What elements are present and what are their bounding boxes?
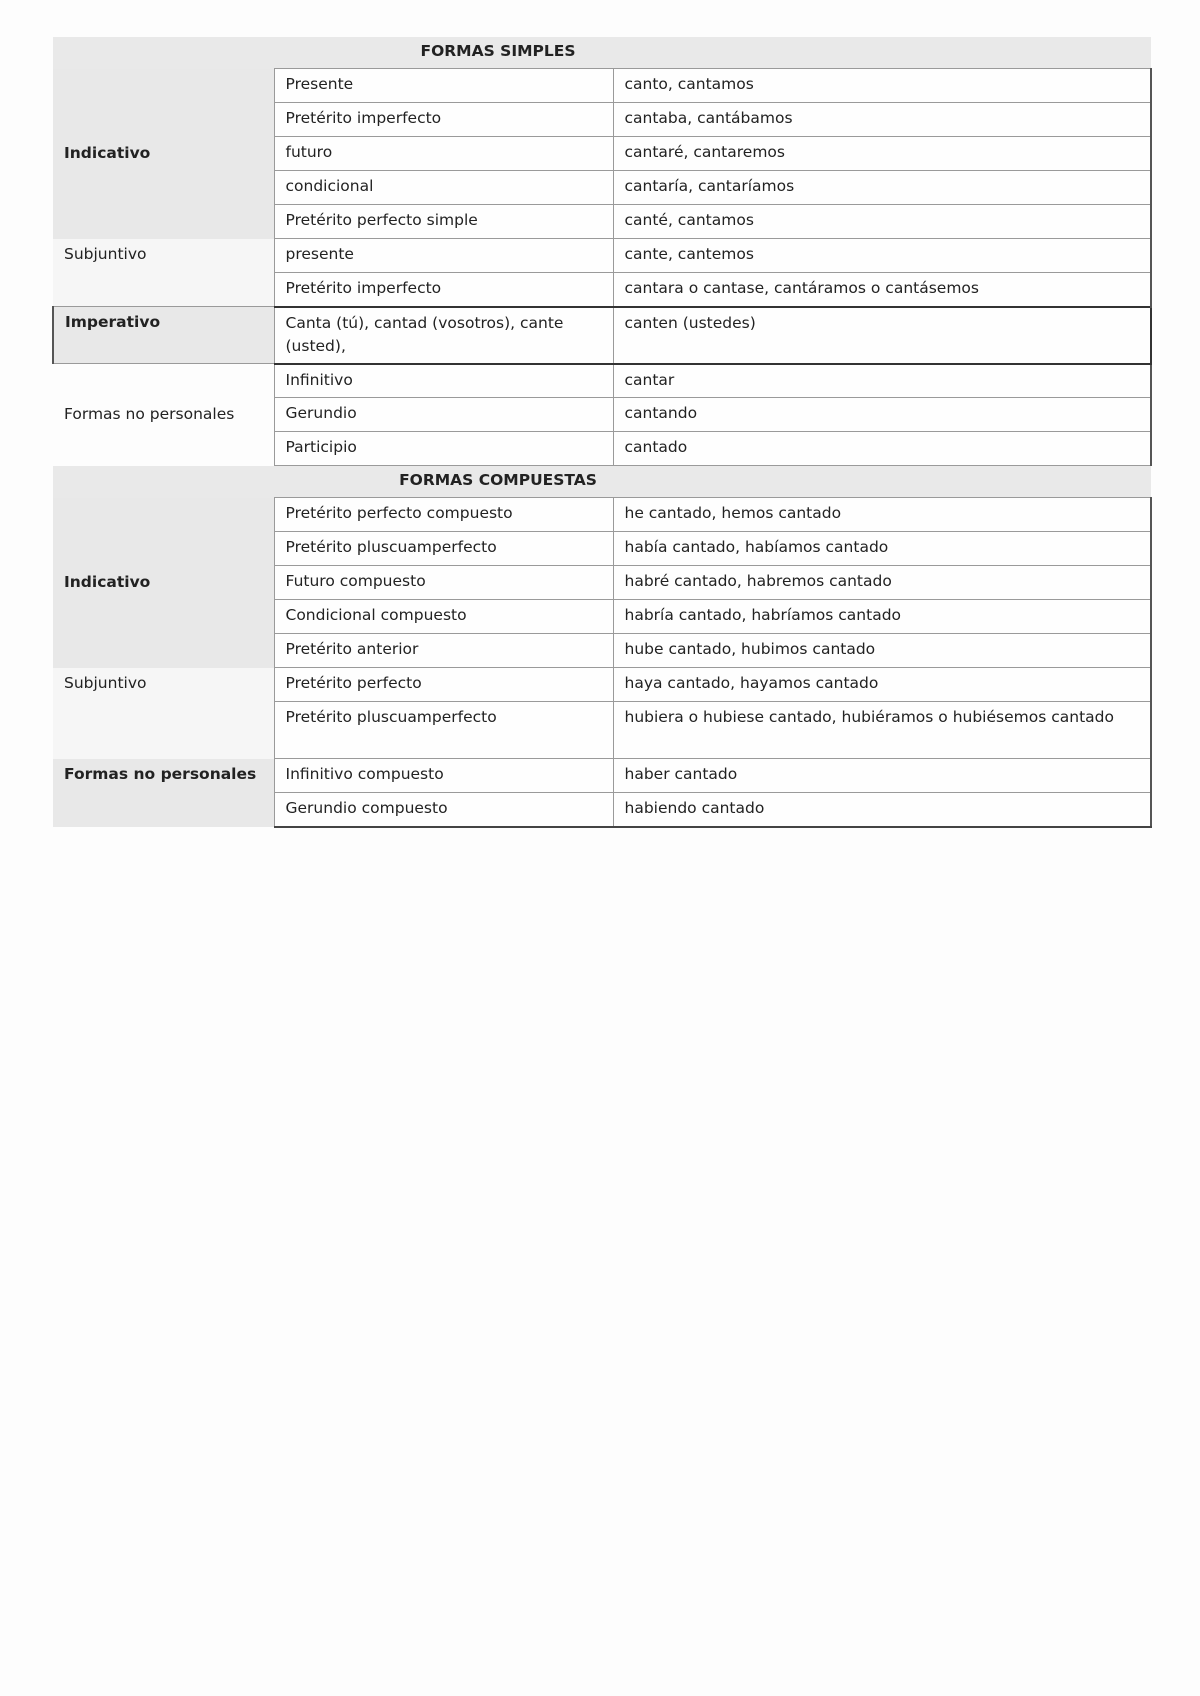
example-cell: he cantado, hemos cantado — [613, 498, 1151, 532]
tense-cell: Condicional compuesto — [274, 600, 613, 634]
example-cell: canto, cantamos — [613, 69, 1151, 103]
example-cell: cantado — [613, 432, 1151, 466]
example-cell: habiendo cantado — [613, 793, 1151, 827]
conjugation-document — [52, 37, 1150, 828]
section-title: FORMAS COMPUESTAS — [399, 471, 597, 489]
table-row — [53, 273, 1151, 307]
example-cell: cantar — [613, 364, 1151, 398]
example-cell: cantaría, cantaríamos — [613, 171, 1151, 205]
tense-cell: Pretérito imperfecto — [274, 273, 613, 307]
table-row — [53, 69, 1151, 103]
category-cell-empty — [53, 273, 274, 307]
tense-cell: Pretérito pluscuamperfecto — [274, 532, 613, 566]
category-cell-indicativo: Indicativo — [53, 69, 274, 239]
example-cell: habré cantado, habremos cantado — [613, 566, 1151, 600]
example-cell: haber cantado — [613, 759, 1151, 793]
example-cell: canté, cantamos — [613, 205, 1151, 239]
example-cell: cantaré, cantaremos — [613, 137, 1151, 171]
category-cell-formas-no-personales: Formas no personales — [53, 364, 274, 466]
category-cell-subjuntivo: Subjuntivo — [53, 668, 274, 702]
tense-cell: Infinitivo — [274, 364, 613, 398]
category-cell-imperativo: Imperativo — [53, 307, 274, 364]
section-title: FORMAS SIMPLES — [420, 42, 576, 60]
example-cell: cantando — [613, 398, 1151, 432]
tense-cell: Presente — [274, 69, 613, 103]
table-row — [53, 364, 1151, 398]
category-cell-empty — [53, 702, 274, 759]
tense-cell: Pretérito imperfecto — [274, 103, 613, 137]
tense-cell: Gerundio — [274, 398, 613, 432]
tense-cell: Pretérito perfecto simple — [274, 205, 613, 239]
tense-cell: futuro — [274, 137, 613, 171]
category-cell-subjuntivo: Subjuntivo — [53, 239, 274, 273]
table-row — [53, 702, 1151, 759]
tense-cell: Pretérito pluscuamperfecto — [274, 702, 613, 759]
tense-cell: Canta (tú), cantad (vosotros), cante (usted), — [274, 307, 613, 364]
table-row — [53, 668, 1151, 702]
table-row — [53, 239, 1151, 273]
tense-cell: presente — [274, 239, 613, 273]
example-cell: canten (ustedes) — [613, 307, 1151, 364]
tense-cell: Infinitivo compuesto — [274, 759, 613, 793]
section-header-compuestas — [53, 466, 1151, 498]
tense-cell: Participio — [274, 432, 613, 466]
example-cell: haya cantado, hayamos cantado — [613, 668, 1151, 702]
tense-cell: Gerundio compuesto — [274, 793, 613, 827]
category-cell-formas-no-personales: Formas no personales — [53, 759, 274, 793]
table-row — [53, 793, 1151, 827]
category-cell-indicativo: Indicativo — [53, 498, 274, 668]
tense-cell: condicional — [274, 171, 613, 205]
example-cell: cantaba, cantábamos — [613, 103, 1151, 137]
tense-cell: Pretérito anterior — [274, 634, 613, 668]
conjugation-table — [52, 37, 1152, 828]
category-cell-empty — [53, 793, 274, 827]
table-row — [53, 307, 1151, 364]
tense-cell: Pretérito perfecto — [274, 668, 613, 702]
example-cell: cantara o cantase, cantáramos o cantásemos — [613, 273, 1151, 307]
table-row — [53, 498, 1151, 532]
section-header-simples — [53, 37, 1151, 69]
table-row — [53, 759, 1151, 793]
tense-cell: Pretérito perfecto compuesto — [274, 498, 613, 532]
example-cell: hube cantado, hubimos cantado — [613, 634, 1151, 668]
example-cell: cante, cantemos — [613, 239, 1151, 273]
example-cell: habría cantado, habríamos cantado — [613, 600, 1151, 634]
example-cell: hubiera o hubiese cantado, hubiéramos o hubiésemos cantado — [613, 702, 1151, 759]
tense-cell: Futuro compuesto — [274, 566, 613, 600]
example-cell: había cantado, habíamos cantado — [613, 532, 1151, 566]
